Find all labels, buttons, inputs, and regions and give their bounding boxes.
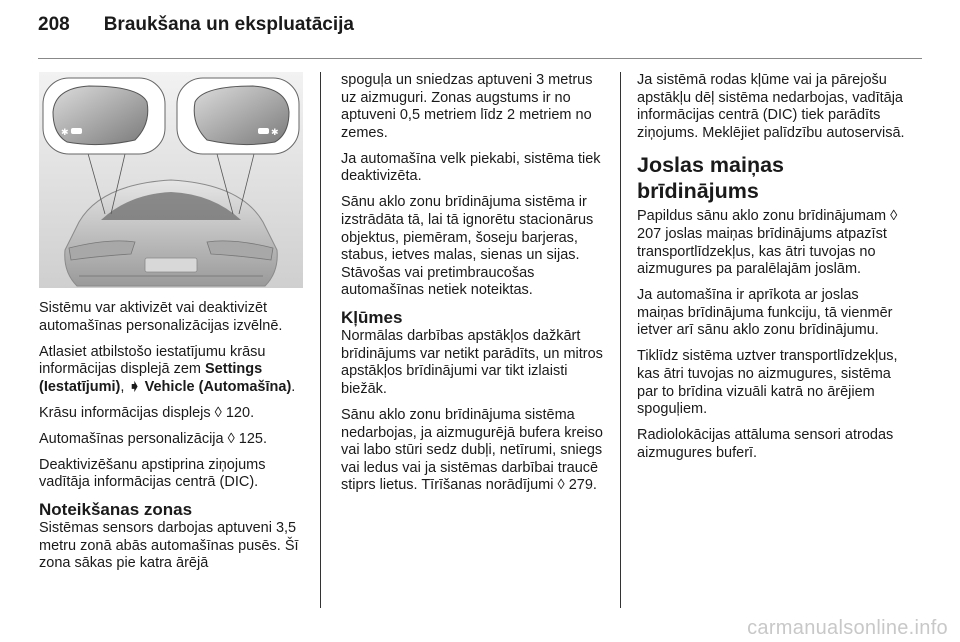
column-divider [620, 72, 621, 608]
paragraph: Sānu aklo zonu brīdinājuma sistēma ir izstrādāta tā, lai tā ignorētu stacionārus objektus, piemēram, šoseju barjeras, stabus, ietves malas, sienas un sijas. Stāvošas vai pretimbraucošas automašīnas netiek noteiktas. [341, 194, 594, 299]
separator: , [120, 378, 129, 395]
right-mirror [177, 78, 299, 154]
mirror-illustration [39, 72, 303, 288]
arrow-icon: ➧ [128, 378, 141, 395]
paragraph: Radiolokācijas attāluma sensori atrodas aizmugures buferī. [637, 427, 894, 461]
paragraph: Ja sistēmā rodas kļūme vai ja pārejošu apstākļu dēļ sistēma nedarbojas, vadītāja informācijas centrā (DIC) tiek parādīts ziņojums. Meklējiet palīdzību autoservisā. [637, 72, 905, 141]
period: . [291, 378, 296, 395]
cross-reference: Automašīnas personalizācija ◊ 125. [39, 430, 268, 447]
paragraph-text: Atlasiet atbilstošo iestatījumu krāsu informācijas displejā zem [39, 343, 266, 378]
page-header [38, 14, 354, 44]
paragraph: Sistēmas sensors darbojas aptuveni 3,5 metru zonā abās automašīnas pusēs. Šī zona sākas pie katra ārējā [39, 520, 299, 572]
section-heading-lane-change-alert: Joslas maiņas brīdinājums [637, 153, 785, 204]
watermark: carmanualsonline.info [747, 617, 948, 639]
column-3 [637, 72, 905, 471]
paragraph: spoguļa un sniedzas aptuveni 3 metrus uz aizmuguri. Zonas augstums ir no aptuveni 0,5 metriem līdz 2 metriem no zemes. [341, 72, 593, 141]
column-1 [39, 300, 307, 581]
paragraph: Sistēmu var aktivizēt vai deaktivizēt automašīnas personalizācijas izvēlnē. [39, 300, 283, 334]
left-mirror [43, 78, 165, 154]
paragraph: Sānu aklo zonu brīdinājuma sistēma nedarbojas, ja aizmugurējā bufera kreiso vai labo stūri sedz dubļi, netīrumi, sniegs vai ledus vai ja sistēmas darbībai traucē stiprs lietus. Tīrīšanas norādījumi ◊ 279. [341, 407, 603, 494]
paragraph: Tiklīdz sistēma uztver transportlīdzekļus, kas ātri tuvojas no aizmugures, sistēma par to brīdina vizuāli katrā no ārējiem spoguļiem. [637, 348, 898, 418]
section-heading-faults: Kļūmes [341, 308, 403, 328]
svg-text:✱: ✱ [61, 128, 69, 138]
chapter-title: Braukšana un ekspluatācija [103, 14, 354, 35]
column-divider [320, 72, 321, 608]
page-number: 208 [38, 14, 70, 35]
column-2 [341, 72, 607, 503]
settings-paragraph [39, 344, 307, 397]
vehicle-menu-label: Vehicle (Automašīna) [140, 378, 292, 395]
settings-menu-label: Settings (Iestatījumi) [39, 361, 263, 395]
section-heading-detection-zones: Noteikšanas zonas [39, 500, 193, 520]
paragraph: Ja automašīna ir aprīkota ar joslas maiņas brīdinājuma funkciju, tā vienmēr ietver arī sānu aklo zonu brīdinājumu. [637, 287, 893, 339]
paragraph: Ja automašīna velk piekabi, sistēma tiek deaktivizēta. [341, 150, 601, 185]
cross-reference: Krāsu informācijas displejs ◊ 120. [39, 404, 255, 421]
header-rule [38, 58, 922, 59]
svg-text:✱: ✱ [271, 128, 279, 138]
paragraph: Papildus sānu aklo zonu brīdinājumam ◊ 207 joslas maiņas brīdinājums atpazīst transportlīdzekļus, kas ātri tuvojas no aizmugures pa paralēlajām joslām. [637, 208, 898, 278]
paragraph: Normālas darbības apstākļos dažkārt brīdinājums var netikt parādīts, un mitros apstākļos brīdinājumi var tikt izlaisti biežāk. [341, 328, 603, 398]
paragraph: Deaktivizēšanu apstiprina ziņojums vadītāja informācijas centrā (DIC). [39, 456, 266, 491]
